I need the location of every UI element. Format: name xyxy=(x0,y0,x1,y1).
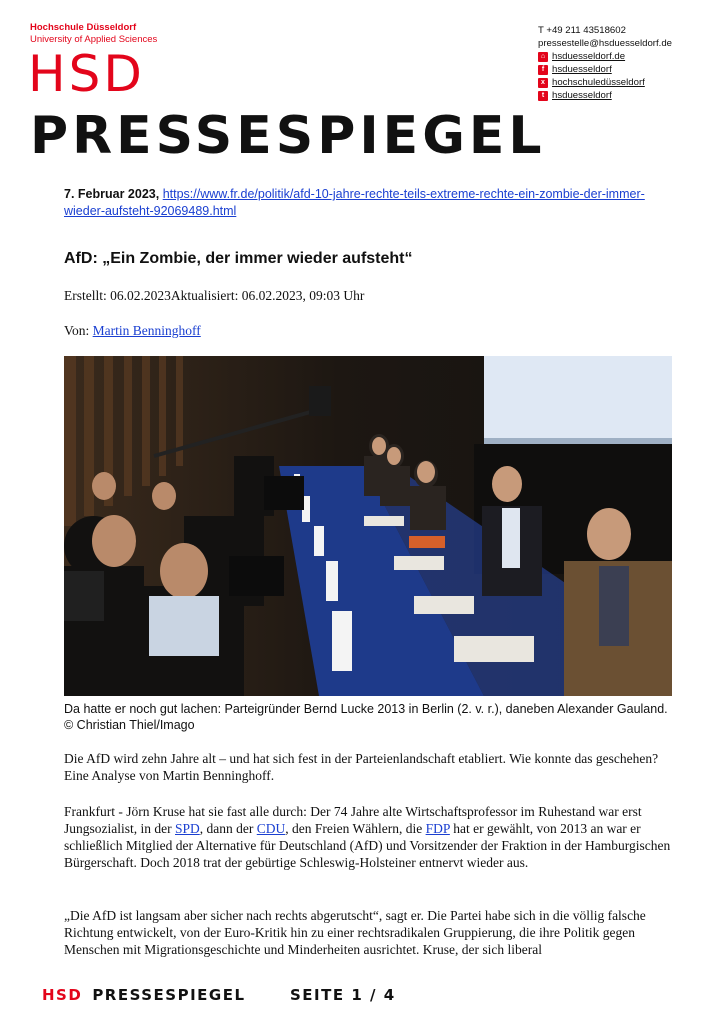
footer-logo: HSD xyxy=(42,986,83,1004)
contact-phone: T +49 211 43518602 xyxy=(538,25,626,36)
author-link[interactable]: Martin Benninghoff xyxy=(92,323,201,338)
byline-prefix: Von: xyxy=(64,323,93,338)
p2-text-2: , dann der xyxy=(199,821,257,836)
p2-text-4: hat er gewählt, von 2013 an war er schließlich Mitglied der Alternative für Deutschland (AfD) und Vorsitzender der Fraktion in der Hamburgischen Bürgerschaft. Doch 2018 trat der gebürtige Schleswig-Holsteiner entnervt wieder aus. xyxy=(64,821,671,870)
article-date: 7. Februar 2023, xyxy=(64,187,160,201)
article-meta: Erstellt: 06.02.2023Aktualisiert: 06.02.2023, 09:03 Uhr xyxy=(64,288,365,303)
article-byline xyxy=(64,323,201,339)
university-line-1: Hochschule Düsseldorf xyxy=(30,22,137,33)
date-source-line xyxy=(64,186,664,220)
contact-email[interactable]: pressestelle@hsduesseldorf.de xyxy=(538,38,672,49)
pressespiegel-wordmark: PRESSESPIEGEL xyxy=(30,106,546,166)
xing-icon: x xyxy=(538,78,548,88)
source-url-link[interactable]: https://www.fr.de/politik/afd-10-jahre-rechte-teils-extreme-rechte-ein-zombie-der-immer-wieder-aufsteht-92069489.html xyxy=(64,187,645,218)
article-paragraph-2 xyxy=(64,803,674,871)
fdp-link[interactable]: FDP xyxy=(425,821,450,836)
footer-branding xyxy=(42,986,246,1004)
website-link[interactable]: hsduesseldorf.de xyxy=(552,51,626,62)
spd-link[interactable]: SPD xyxy=(175,821,200,836)
contact-link-twitter[interactable] xyxy=(538,89,672,102)
contact-link-facebook[interactable] xyxy=(538,63,672,76)
contact-link-xing[interactable] xyxy=(538,76,672,89)
twitter-link[interactable]: hsduesseldorf xyxy=(552,90,612,101)
facebook-icon: f xyxy=(538,65,548,75)
cdu-link[interactable]: CDU xyxy=(256,821,286,836)
hsd-logo: HSD xyxy=(28,45,145,103)
p2-text-3: , den Freien Wählern, die xyxy=(285,821,426,836)
university-name xyxy=(30,22,157,46)
contact-block xyxy=(538,24,672,102)
footer-wordmark: PRESSESPIEGEL xyxy=(92,986,246,1004)
article-paragraph-3: „Die AfD ist langsam aber sicher nach rechts abgerutscht“, sagt er. Die Partei habe sich in die völlig falsche Richtung entwickelt, von der Euro-Kritik hin zu einer rechtsradikalen Gruppierung, die ihre Politik gegen Menschen mit Migrationsgeschichte und Minderheiten ausrichtet. Kruse, der sich liberal xyxy=(64,908,646,957)
twitter-icon: t xyxy=(538,91,548,101)
contact-link-website[interactable] xyxy=(538,50,672,63)
photo-caption: Da hatte er noch gut lachen: Parteigründer Bernd Lucke 2013 in Berlin (2. v. r.), daneben Alexander Gauland. © Christian Thiel/Imago xyxy=(64,702,668,732)
facebook-link[interactable]: hsduesseldorf xyxy=(552,64,612,75)
article-intro: Die AfD wird zehn Jahre alt – und hat sich fest in der Parteienlandschaft etabliert. Wie konnte das geschehen? Eine Analyse von Martin Benninghoff. xyxy=(64,751,659,783)
university-line-2: University of Applied Sciences xyxy=(30,34,158,45)
home-icon: ⌂ xyxy=(538,52,548,62)
page-number: SEITE 1 / 4 xyxy=(290,986,396,1004)
xing-link[interactable]: hochschuledüsseldorf xyxy=(552,77,645,88)
article-title: AfD: „Ein Zombie, der immer wieder aufsteht“ xyxy=(64,250,413,267)
p2-text-1: Frankfurt - Jörn Kruse hat sie fast alle durch: Der 74 Jahre alte Wirtschaftsprofessor im Ruhestand war erst Jungsozialist, in der xyxy=(64,804,642,836)
article-photo xyxy=(64,356,672,696)
